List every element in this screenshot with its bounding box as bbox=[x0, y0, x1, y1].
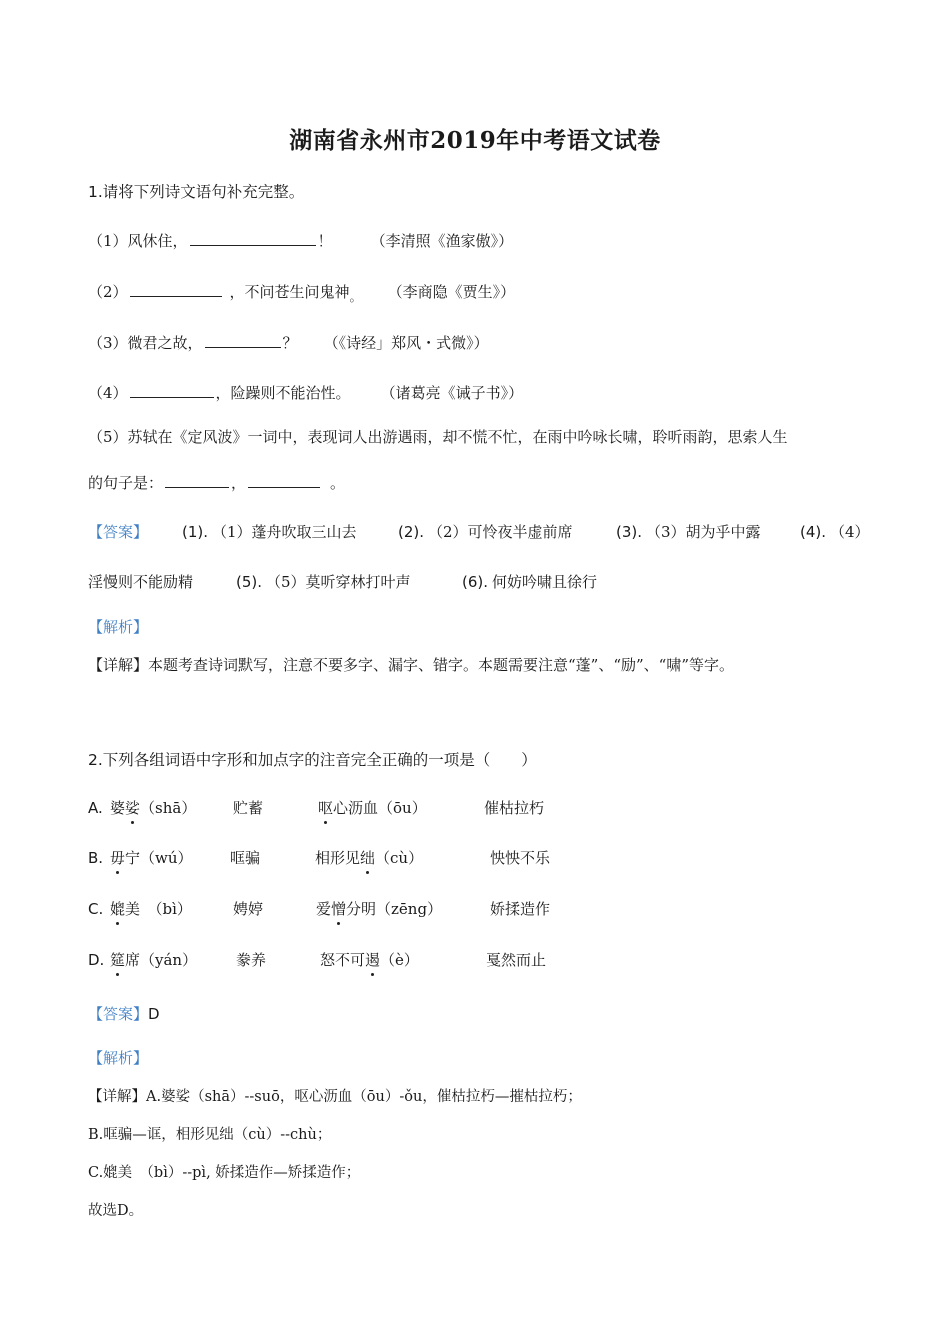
q2-detail-line-3: C.媲美 （bì）--pì, 娇揉造作—矫揉造作； bbox=[88, 1165, 361, 1181]
q1-analysis-tag: 【解析】 bbox=[88, 618, 149, 636]
option-d-word-2: 豢养 bbox=[236, 951, 267, 969]
q2-answer: 【答案】D bbox=[88, 1005, 160, 1023]
option-a-word-2: 贮蓄 bbox=[233, 799, 264, 817]
fill-blank bbox=[130, 281, 222, 297]
option-c[interactable]: C. bbox=[88, 900, 104, 918]
option-b-word-2: 哐骗 bbox=[230, 849, 261, 867]
option-d-word-1: 筵席（yán） bbox=[110, 951, 198, 969]
option-a-word-3: 呕心沥血（ōu） bbox=[318, 799, 427, 817]
document-title: 湖南省永州市2019年中考语文试卷 bbox=[289, 127, 661, 154]
option-d[interactable]: D. bbox=[88, 951, 105, 969]
q2-detail-line-1: 【详解】A.婆娑（shā）--suō，呕心沥血（ōu）-ǒu，催枯拉朽—摧枯拉朽； bbox=[88, 1089, 582, 1105]
q1-detail: 【详解】本题考查诗词默写，注意不要多字、漏字、错字。本题需要注意“蓬”、“励”、“啸”等字。 bbox=[88, 656, 735, 674]
fill-blank bbox=[248, 472, 320, 488]
fill-blank bbox=[165, 472, 229, 488]
question-1-heading: 1.请将下列诗文语句补充完整。 bbox=[88, 183, 305, 201]
answer-tag: 【答案】 bbox=[88, 523, 149, 541]
q2-analysis-tag: 【解析】 bbox=[88, 1049, 149, 1067]
option-b[interactable]: B. bbox=[88, 849, 104, 867]
q2-answer-value: D bbox=[148, 1005, 160, 1023]
q1-answer-2: (2). （2）可怜夜半虚前席 bbox=[398, 523, 573, 541]
q1-answer-line-2: 淫慢则不能励精 bbox=[88, 573, 194, 591]
q1-item-5-line-2: 的句子是： ， 。 bbox=[88, 474, 346, 492]
q2-detail-line-2: B.哐骗—诓，相形见绌（cù）--chù； bbox=[88, 1127, 332, 1143]
q1-answer-line-1 bbox=[88, 522, 148, 542]
fill-blank bbox=[190, 230, 316, 246]
option-d-word-4: 戛然而止 bbox=[486, 951, 547, 969]
q1-answer-6: (6). 何妨吟啸且徐行 bbox=[462, 573, 598, 591]
q1-item-4: （4） ，险躁则不能治性。 （诸葛亮《诫子书》） bbox=[88, 384, 524, 402]
option-b-word-4: 怏怏不乐 bbox=[490, 849, 551, 867]
q1-answer-1: (1). （1）蓬舟吹取三山去 bbox=[182, 523, 357, 541]
q1-answer-3: (3). （3）胡为乎中露 bbox=[616, 523, 761, 541]
fill-blank bbox=[205, 332, 281, 348]
option-d-word-3: 怒不可遏（è） bbox=[320, 951, 419, 969]
option-b-word-3: 相形见绌（cù） bbox=[315, 849, 424, 867]
q1-item-5-line-1: （5）苏轼在《定风波》一词中，表现词人出游遇雨，却不慌不忙，在雨中吟咏长啸，聆听雨韵，思索人生 bbox=[88, 428, 788, 446]
option-a[interactable]: A. bbox=[88, 799, 103, 817]
q1-answer-5: (5). （5）莫听穿林打叶声 bbox=[236, 573, 411, 591]
q1-item-2: （2） ，不问苍生问鬼神$_。$ （李商隐《贾生》） bbox=[88, 283, 516, 304]
q1-item-1: （1）风休住， ！ （李清照《渔家傲》） bbox=[88, 232, 514, 250]
option-a-word-1: 婆娑（shā） bbox=[110, 799, 197, 817]
option-c-word-4: 娇揉造作 bbox=[490, 900, 551, 918]
q1-item-3: （3）微君之故， ？ （《诗经」郑风・式微》） bbox=[88, 334, 489, 352]
option-c-word-3: 爱憎分明（zēng） bbox=[316, 900, 443, 918]
q2-detail-line-4: 故选D。 bbox=[88, 1203, 144, 1219]
option-c-word-1: 媲美 （bì） bbox=[110, 900, 192, 918]
option-b-word-1: 毋宁（wú） bbox=[110, 849, 193, 867]
q1-answer-4: (4). （4） bbox=[800, 523, 870, 541]
option-c-word-2: 娉婷 bbox=[233, 900, 264, 918]
option-a-word-4: 催枯拉朽 bbox=[484, 799, 545, 817]
question-2-heading: 2.下列各组词语中字形和加点字的注音完全正确的一项是（ ） bbox=[88, 751, 537, 769]
fill-blank bbox=[130, 382, 214, 398]
